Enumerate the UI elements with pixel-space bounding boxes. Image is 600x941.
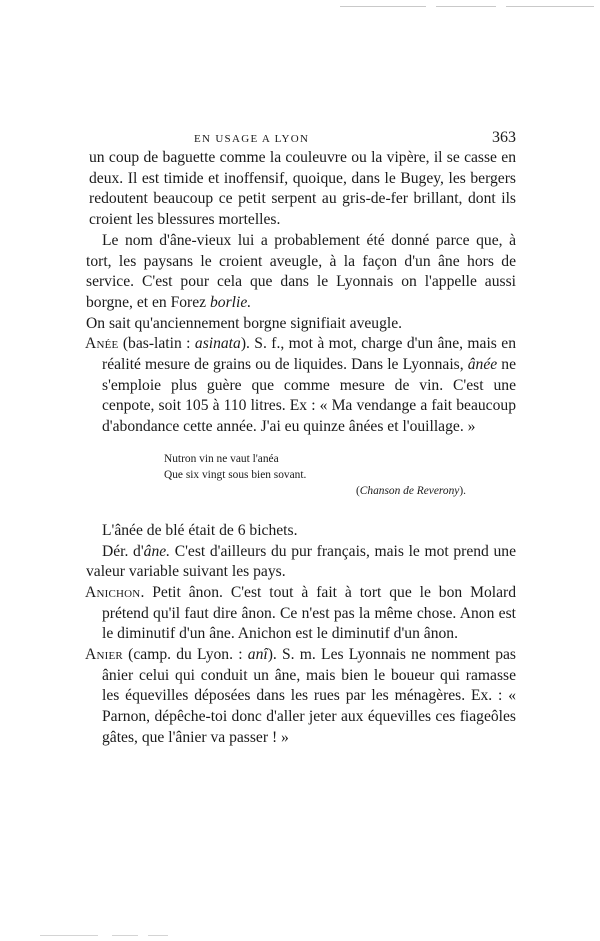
page-body [86, 148, 516, 749]
entry-anee [86, 334, 516, 438]
verse-source-title: Chanson de Reverony [359, 484, 460, 497]
paragraph-text: Le nom d'âne-vieux lui a probablement été donné parce que, à tort, les paysans le croient aveugle, à la façon d'un âne hors de service. C'est pour cela que dans le Lyonnais on l'appelle aussi borgne, et en Forez [86, 231, 516, 311]
entry-anichon [86, 583, 516, 645]
verse-line: Que six vingt sous bien sovant. [164, 468, 307, 481]
entry-text: . Petit ânon. C'est tout à fait à tort que le bon Molard prétend qu'il faut dire ânon. Ce n'est pas la même chose. Anon est le diminutif d'un âne. Anichon est le diminutif d'un ânon. [102, 583, 516, 643]
bottom-rule-middle [112, 935, 138, 936]
origin-word: asinata [194, 335, 241, 353]
italic-term: ânée [467, 356, 498, 374]
paragraph-borgne: On sait qu'anciennement borgne signifiait aveugle. [86, 314, 403, 332]
headword-anee: Anée [85, 335, 119, 353]
entry-anier [86, 645, 516, 749]
verse-quote [164, 451, 516, 499]
verse-source-punct: ). [459, 484, 466, 497]
entry-text: (bas-latin : [118, 335, 195, 353]
verse-source [164, 483, 516, 499]
paragraph-text: C'est d'ailleurs du pur français, mais le mot prend une valeur variable suivant les pays. [86, 542, 516, 581]
entry-text: ). S. f., mot à mot, charge d'un âne, mais en réalité mesure de grains ou de liquides. Dans le Lyonnais, [102, 335, 516, 374]
top-rule-left [340, 6, 426, 7]
entry-text: ne s'emploie plus guère que comme mesure de vin. C'est une cenpote, soit 105 à 110 litres. Ex : « Ma vendange a fait beaucoup d'abondance cette année. J'ai eu quinze ânées et l'ouillage. » [102, 356, 516, 436]
paragraph-derivation [86, 542, 516, 583]
paragraph-name-origin [86, 231, 516, 314]
italic-term: âne. [143, 542, 171, 560]
top-rule-middle [436, 6, 496, 7]
page-number: 363 [492, 129, 516, 146]
bottom-rule-right [148, 935, 168, 936]
verse-line: Nutron vin ne vaut l'anéa [164, 452, 279, 465]
bottom-rule-left [40, 935, 98, 936]
running-head: EN USAGE A LYON [194, 133, 310, 145]
italic-term: borlie. [210, 293, 252, 311]
origin-word: anî [247, 646, 268, 664]
headword-anichon: Anichon [85, 583, 141, 601]
paragraph-continuation: un coup de baguette comme la couleuvre ou la vipère, il se casse en deux. Il est timide et inoffensif, quoique, dans le Bugey, les bergers redoutent beaucoup ce petit serpent au gris-de-fer brillant, dont ils croient les blessures mortelles. [89, 149, 516, 229]
verse-source-punct: ( [356, 484, 360, 497]
paragraph-text: Dér. d' [102, 542, 144, 560]
paragraph-ble: L'ânée de blé était de 6 bichets. [102, 521, 298, 539]
entry-text: ). S. m. Les Lyonnais ne nomment pas ânier celui qui conduit un âne, mais bien le boueur qui ramasse les équevilles déposées dans les rues par les ménagères. Ex. : « Parnon, dépêche-toi donc d'aller jeter aux équevilles ces fiageôles gâtes, que l'ânier va passer ! » [102, 646, 517, 746]
top-rule-right [506, 6, 594, 7]
headword-anier: Anier [85, 646, 123, 664]
entry-text: (camp. du Lyon. : [122, 646, 248, 664]
